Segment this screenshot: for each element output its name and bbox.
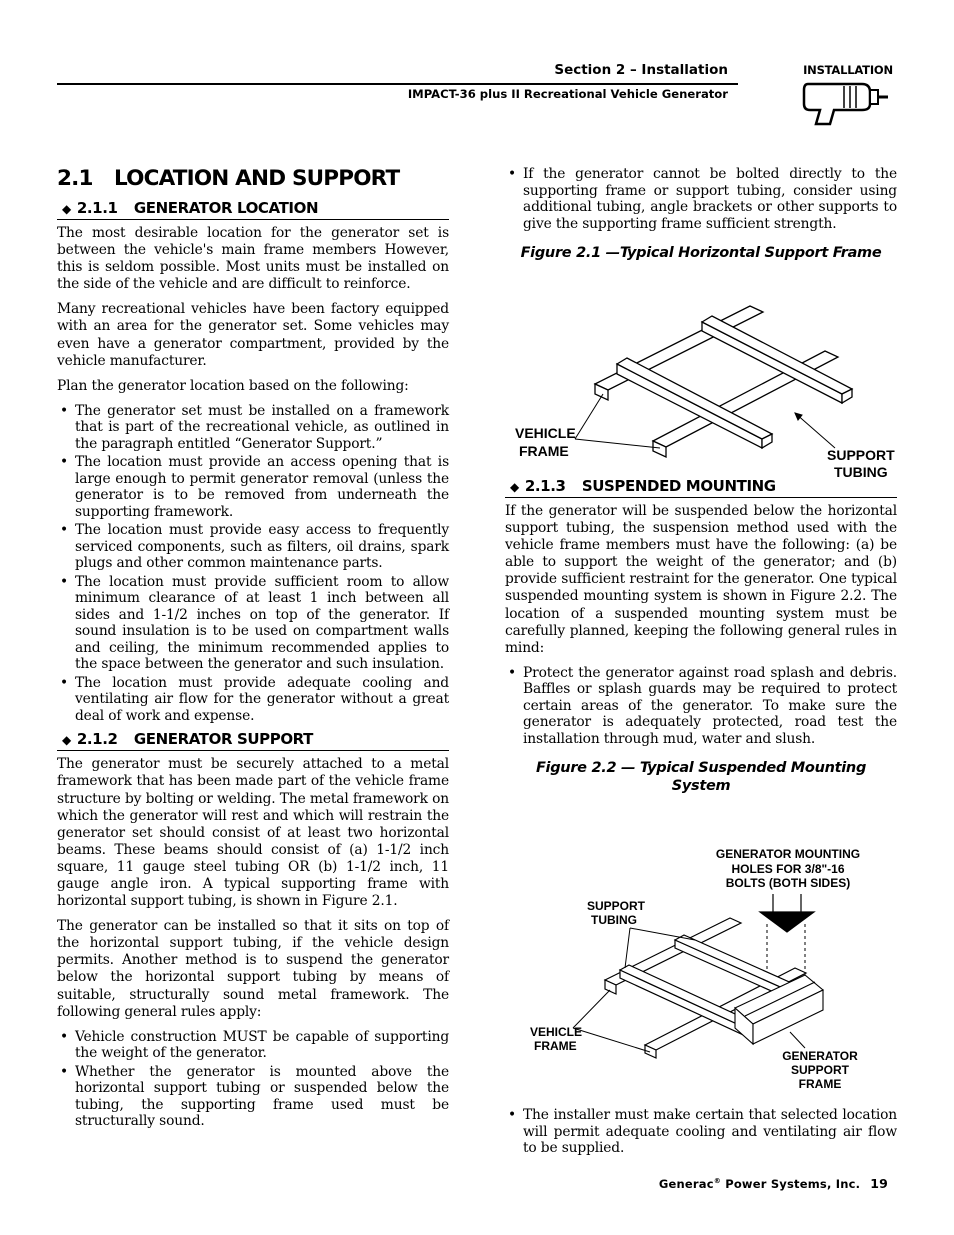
paragraph: Many recreational vehicles have been factory equipped with an area for the generator set. Some vehicles may even have a generator compartment, provided by the vehicle manufacturer.	[57, 301, 449, 369]
bullet-list	[505, 166, 897, 232]
drill-icon	[800, 78, 890, 128]
list-item: • The location must provide adequate cooling and ventilating air flow for the generator without a great deal of work and expense.	[57, 675, 449, 725]
page-footer: Generac® Power Systems, Inc. 19	[658, 1176, 888, 1191]
label-generator-support-frame: FRAME	[798, 1077, 842, 1091]
figure-caption: Figure 2.1 —Typical Horizontal Support Frame	[520, 245, 882, 261]
label-vehicle-frame: VEHICLE	[530, 1025, 583, 1039]
bullet-list	[57, 403, 449, 725]
label-vehicle-frame: FRAME	[534, 1039, 577, 1053]
label-mounting-holes: GENERATOR MOUNTING	[715, 847, 861, 861]
label-vehicle-frame: VEHICLE	[515, 425, 576, 441]
list-item: • Whether the generator is mounted above the horizontal support tubing or suspended below the tubing, the supporting frame used must be structurally sound.	[57, 1064, 449, 1130]
label-support-tubing: SUPPORT	[587, 899, 646, 913]
label-mounting-holes: HOLES FOR 3/8"-16	[731, 862, 845, 876]
subsection-heading-generator-location: ◆ 2.1.1 GENERATOR LOCATION	[57, 199, 449, 220]
section-heading: 2.1 LOCATION AND SUPPORT	[57, 166, 400, 191]
list-item: • Vehicle construction MUST be capable of supporting the weight of the generator.	[57, 1029, 449, 1062]
document-subtitle: IMPACT-36 plus II Recreational Vehicle Generator	[407, 87, 728, 101]
list-item: • The location must provide an access opening that is large enough to permit generator removal (unless the generator is to be removed from underneath the supporting framework.	[57, 454, 449, 520]
paragraph: The generator can be installed so that it sits on top of the horizontal support tubing, if the vehicle design permits. Another method is to suspend the generator below the horizontal support tubing by means of suitable, structurally sound metal framework. The following general rules apply:	[57, 918, 449, 1020]
bullet-list	[57, 1029, 449, 1130]
paragraph: The generator must be securely attached to a metal framework that has been made part of the vehicle frame structure by bolting or welding. The metal framework on which the generator will rest and which will restrain the generator set should consist of at least two horizontal beams. These beams should consist of (a) 1-1/2 inch square, 11 gauge steel tubing OR (b) 1-1/2 inch, 11 gauge angle iron. A typical supporting frame with horizontal support tubing, is shown in Figure 2.1.	[57, 756, 449, 910]
label-mounting-holes: BOLTS (BOTH SIDES)	[725, 876, 851, 890]
label-generator-support-frame: GENERATOR	[782, 1049, 858, 1063]
paragraph: The most desirable location for the generator set is between the vehicle's main frame members However, this is seldom possible. Most units must be installed on the side of the vehicle and are difficult to reinforce.	[57, 225, 449, 293]
list-item: • Protect the generator against road splash and debris. Baffles or splash guards may be required to protect certain areas of the generator. To make sure the generator is adequately protected, road test the installation through mud, water and slush.	[505, 665, 897, 748]
list-item: • The installer must make certain that selected location will permit adequate cooling and ventilating air flow to be supplied.	[505, 1107, 897, 1157]
subsection-heading-generator-support: ◆ 2.1.2 GENERATOR SUPPORT	[57, 730, 449, 751]
list-item: • The location must provide easy access to frequently serviced components, such as filters, oil drains, spark plugs and other common maintenance parts.	[57, 522, 449, 572]
list-item: • If the generator cannot be bolted directly to the supporting frame or support tubing, consider using additional tubing, angle brackets or other supports to give the supporting frame sufficient strength.	[505, 166, 897, 232]
list-item: • The location must provide sufficient room to allow minimum clearance of at least 1 inch between all sides and 1-1/2 inches on top of the generator. If sound insulation is to be used on compartment walls and ceiling, the minimum recommended applies to the space between the generator and such insulation.	[57, 574, 449, 673]
figure-horizontal-support-frame	[505, 296, 897, 491]
right-column-bottom	[505, 1107, 897, 1163]
list-item: • The generator set must be installed on a framework that is part of the recreational vehicle, as outlined in the paragraph entitled “Generator Support.”	[57, 403, 449, 453]
bullet-list	[505, 1107, 897, 1157]
figure-caption: Figure 2.2 — Typical Suspended Mounting System	[535, 760, 867, 795]
label-generator-support-frame: SUPPORT	[790, 1063, 850, 1077]
label-vehicle-frame: FRAME	[519, 443, 569, 459]
installation-tab-label: INSTALLATION	[803, 63, 893, 77]
section-header: Section 2 – Installation	[554, 62, 728, 78]
subsection-heading-suspended-mounting: ◆ 2.1.3 SUSPENDED MOUNTING	[505, 477, 897, 498]
bullet-list	[505, 665, 897, 748]
paragraph: Plan the generator location based on the following:	[57, 377, 409, 394]
figure-suspended-mounting-system	[505, 840, 897, 1100]
header-rule	[57, 83, 738, 85]
paragraph: If the generator will be suspended below the horizontal support tubing, the suspension method used with the vehicle frame members must have the following: (a) be able to support the weight of the generator; and (b) provide sufficient restraint for the generator. One typical suspended mounting system is shown in Figure 2.2. The location of a suspended mounting system must be carefully planned, keeping the following general rules in mind:	[505, 503, 897, 656]
left-column	[57, 166, 449, 1136]
label-support-tubing: TUBING	[834, 464, 888, 480]
page-number: 19	[870, 1176, 888, 1191]
label-support-tubing: SUPPORT	[827, 447, 895, 463]
label-support-tubing: TUBING	[591, 913, 637, 927]
